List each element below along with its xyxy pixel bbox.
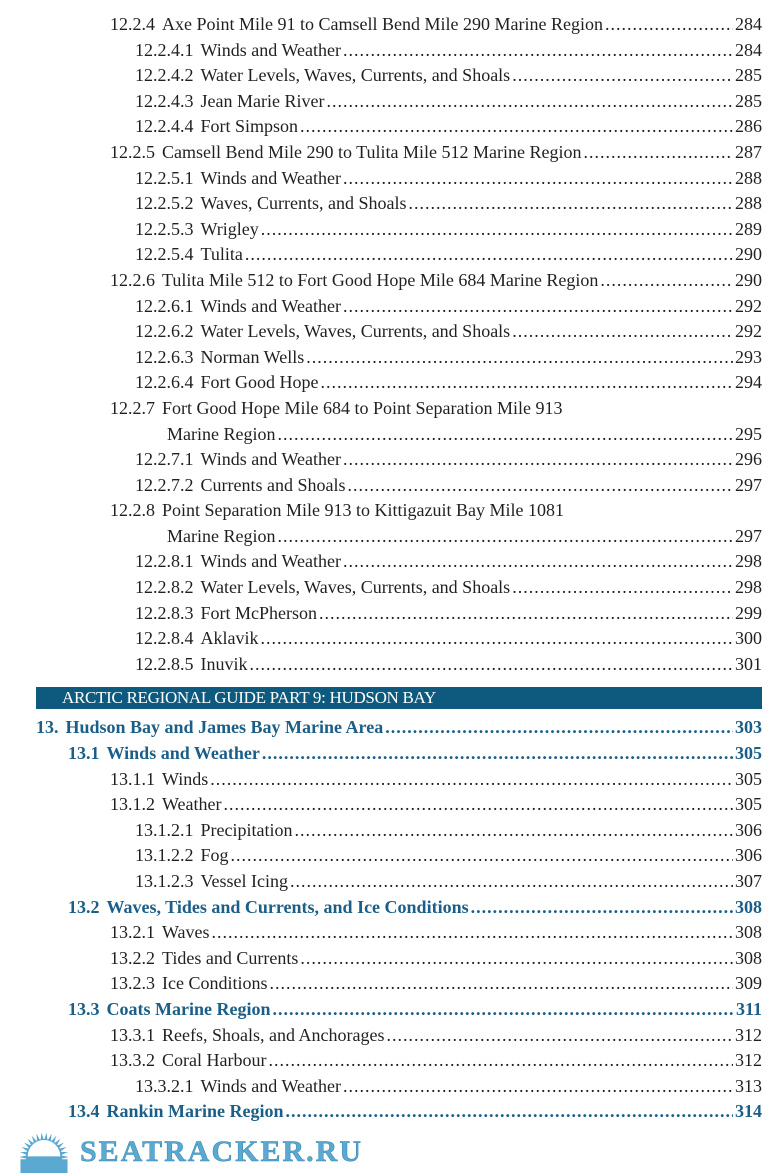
entry-number: 12.2.8 — [110, 500, 155, 521]
entry-number: 13.1.2.2 — [135, 845, 194, 866]
entry-title: Winds and Weather — [200, 551, 341, 572]
dot-leader — [277, 524, 733, 550]
entry-number: 12.2.4.1 — [135, 39, 194, 60]
toc-entry[interactable] — [0, 396, 776, 422]
entry-number: 12.2.7 — [110, 397, 155, 418]
entry-number: 13.4 — [68, 1101, 100, 1122]
toc-entry[interactable] — [0, 792, 776, 818]
entry-page: 313 — [735, 1075, 762, 1096]
dot-leader — [231, 843, 733, 869]
entry-title: Vessel Icing — [200, 871, 288, 891]
entry-page: 312 — [735, 1024, 762, 1045]
toc-entry[interactable] — [0, 294, 776, 320]
toc-entry[interactable] — [0, 1099, 776, 1125]
dot-leader — [385, 715, 733, 741]
entry-number: 12.2.6.3 — [135, 346, 194, 367]
entry-title: Tulita — [200, 244, 243, 265]
toc-entry[interactable] — [0, 268, 776, 294]
entry-title: Coats Marine Region — [106, 998, 271, 1019]
entry-page: 308 — [735, 947, 762, 968]
dot-leader — [343, 447, 733, 473]
entry-page: 285 — [735, 65, 762, 86]
dot-leader — [583, 140, 733, 166]
entry-number: 13.2 — [68, 896, 100, 917]
entry-page: 307 — [735, 871, 762, 891]
entry-number: 13.1.2.1 — [135, 819, 194, 840]
toc-entry[interactable] — [0, 89, 776, 115]
toc-entry[interactable] — [0, 601, 776, 627]
toc-entry[interactable] — [0, 575, 776, 601]
entry-page: 306 — [735, 845, 762, 866]
entry-title: Winds and Weather — [200, 1075, 341, 1096]
entry-title: Winds and Weather — [200, 295, 341, 316]
entry-title: Winds and Weather — [200, 449, 341, 470]
toc-entry[interactable] — [0, 345, 776, 371]
entry-page: 311 — [735, 998, 762, 1019]
toc-entry[interactable] — [0, 12, 776, 38]
entry-number: 12.2.4.2 — [135, 65, 194, 86]
entry-number: 12.2.8.5 — [135, 653, 194, 674]
entry-title-continued: Marine Region — [167, 525, 276, 546]
dot-leader — [250, 652, 734, 678]
toc-entry[interactable] — [0, 549, 776, 575]
toc-entry[interactable] — [0, 370, 776, 396]
entry-title: Waves, Currents, and Shoals — [200, 193, 407, 214]
entry-number: 12.2.8.2 — [135, 577, 194, 598]
entry-number: 12.2.6.1 — [135, 295, 194, 316]
entry-page: 314 — [735, 1101, 762, 1122]
toc-entry[interactable] — [0, 971, 776, 997]
entry-number: 12.2.4 — [110, 14, 155, 34]
entry-number: 13.3.2.1 — [135, 1075, 194, 1096]
entry-page: 292 — [735, 295, 762, 316]
entry-number: 12.2.7.1 — [135, 449, 194, 470]
entry-page: 305 — [735, 768, 762, 789]
entry-number: 13.1.2.3 — [135, 871, 194, 891]
entry-number: 12.2.5.2 — [135, 193, 194, 214]
entry-page: 297 — [735, 525, 762, 546]
entry-title: Precipitation — [200, 819, 293, 840]
dot-leader — [268, 1048, 733, 1074]
entry-title: Coral Harbour — [162, 1050, 267, 1071]
dot-leader — [409, 191, 733, 217]
entry-title: Water Levels, Waves, Currents, and Shoals — [200, 65, 511, 86]
toc-entry[interactable] — [0, 767, 776, 793]
entry-page: 285 — [735, 90, 762, 111]
entry-title: Tides and Currents — [162, 947, 299, 968]
dot-leader — [245, 242, 733, 268]
toc-entry[interactable] — [0, 626, 776, 652]
entry-page: 293 — [735, 346, 762, 367]
entry-number: 12.2.4.3 — [135, 90, 194, 111]
entry-title: Jean Marie River — [200, 90, 325, 111]
toc-entry[interactable] — [0, 498, 776, 524]
toc-entry[interactable] — [0, 715, 776, 741]
entry-number: 13.1 — [68, 743, 100, 764]
entry-number: 12.2.5.3 — [135, 218, 194, 239]
entry-page: 306 — [735, 819, 762, 840]
toc-entry[interactable] — [0, 319, 776, 345]
entry-page: 298 — [735, 551, 762, 572]
entry-title: Winds and Weather — [200, 167, 341, 188]
dot-leader — [343, 38, 733, 64]
entry-page: 288 — [735, 167, 762, 188]
toc-entry[interactable] — [0, 997, 776, 1023]
toc-entry[interactable] — [0, 114, 776, 140]
entry-title: Waves — [162, 922, 210, 943]
dot-leader — [471, 895, 733, 921]
toc-section-13 — [0, 715, 776, 1125]
entry-title: Tulita Mile 512 to Fort Good Hope Mile 684 Marine Region — [162, 269, 599, 290]
entry-title: Axe Point Mile 91 to Camsell Bend Mile 290 Marine Region — [162, 14, 603, 34]
entry-number: 12.2.7.2 — [135, 474, 194, 495]
toc-entry[interactable] — [0, 140, 776, 166]
entry-page: 295 — [735, 423, 762, 444]
entry-title: Point Separation Mile 913 to Kittigazuit Bay Mile 1081 — [162, 500, 564, 521]
dot-leader — [319, 601, 733, 627]
dot-leader — [300, 946, 733, 972]
entry-title: Currents and Shoals — [200, 474, 346, 495]
dot-leader — [286, 1099, 733, 1125]
entry-title: Water Levels, Waves, Currents, and Shoals — [200, 321, 511, 342]
entry-title: Norman Wells — [200, 346, 305, 367]
toc-entry[interactable] — [0, 191, 776, 217]
toc-entry[interactable] — [0, 1074, 776, 1100]
entry-title: Wrigley — [200, 218, 259, 239]
entry-page: 288 — [735, 193, 762, 214]
dot-leader — [512, 63, 733, 89]
entry-number: 13.3.2 — [110, 1050, 155, 1071]
entry-number: 13.1.2 — [110, 794, 155, 815]
toc-entry[interactable] — [0, 946, 776, 972]
entry-title: Reefs, Shoals, and Anchorages — [162, 1024, 385, 1045]
toc-entry[interactable] — [0, 818, 776, 844]
entry-title: Rankin Marine Region — [106, 1101, 284, 1122]
part-header: ARCTIC REGIONAL GUIDE PART 9: HUDSON BAY — [36, 687, 762, 709]
entry-title: Fog — [200, 845, 229, 866]
entry-number: 12.2.4.4 — [135, 116, 194, 137]
toc-entry[interactable] — [0, 652, 776, 678]
entry-number: 13.3.1 — [110, 1024, 155, 1045]
dot-leader — [272, 997, 734, 1023]
watermark — [0, 1131, 776, 1173]
toc-entry[interactable] — [0, 895, 776, 921]
entry-number: 12.2.6.4 — [135, 372, 194, 393]
entry-page: 290 — [735, 244, 762, 265]
entry-title: Fort Simpson — [200, 116, 299, 137]
toc-entry-continuation[interactable] — [0, 524, 776, 550]
entry-number: 13.2.3 — [110, 973, 155, 994]
entry-number: 13.2.2 — [110, 947, 155, 968]
entry-page: 308 — [735, 896, 762, 917]
entry-page: 309 — [735, 973, 762, 994]
entry-page: 294 — [735, 372, 762, 393]
toc-entry[interactable] — [0, 869, 776, 895]
dot-leader — [512, 319, 733, 345]
dot-leader — [326, 89, 733, 115]
dot-leader — [212, 920, 733, 946]
dot-leader — [210, 767, 733, 793]
entry-page: 286 — [735, 116, 762, 137]
dot-leader — [347, 473, 733, 499]
dot-leader — [300, 114, 733, 140]
dot-leader — [512, 575, 733, 601]
entry-number: 12.2.5.4 — [135, 244, 194, 265]
watermark-text: SEATRACKER.RU — [80, 1134, 363, 1168]
dot-leader — [600, 268, 733, 294]
dot-leader — [306, 345, 733, 371]
entry-number: 12.2.8.4 — [135, 628, 194, 649]
entry-page: 284 — [735, 14, 762, 34]
entry-page: 292 — [735, 321, 762, 342]
dot-leader — [290, 869, 733, 895]
entry-title: Aklavik — [200, 628, 259, 649]
entry-title: Winds — [162, 768, 209, 789]
dot-leader — [262, 741, 733, 767]
entry-title: Water Levels, Waves, Currents, and Shoals — [200, 577, 511, 598]
entry-title: Camsell Bend Mile 290 to Tulita Mile 512 Marine Region — [162, 141, 582, 162]
toc-entry[interactable] — [0, 217, 776, 243]
entry-number: 12.2.6 — [110, 269, 155, 290]
entry-page: 303 — [735, 717, 762, 738]
dot-leader — [343, 294, 733, 320]
entry-page: 296 — [735, 449, 762, 470]
dot-leader — [343, 166, 733, 192]
toc-entry[interactable] — [0, 166, 776, 192]
entry-page: 300 — [735, 628, 762, 649]
dot-leader — [261, 217, 733, 243]
entry-page: 297 — [735, 474, 762, 495]
toc-entry[interactable] — [0, 920, 776, 946]
entry-page: 312 — [735, 1050, 762, 1071]
entry-page: 298 — [735, 577, 762, 598]
dot-leader — [605, 12, 733, 38]
dot-leader — [224, 792, 733, 818]
entry-number: 12.2.5.1 — [135, 167, 194, 188]
dot-leader — [270, 971, 734, 997]
entry-number: 12.2.5 — [110, 141, 155, 162]
entry-title: Inuvik — [200, 653, 248, 674]
entry-page: 308 — [735, 922, 762, 943]
toc-entry[interactable] — [0, 447, 776, 473]
entry-page: 290 — [735, 269, 762, 290]
entry-number: 13. — [36, 717, 59, 738]
entry-page: 289 — [735, 218, 762, 239]
entry-title: Fort McPherson — [200, 602, 317, 623]
entry-page: 305 — [735, 794, 762, 815]
entry-page: 301 — [735, 653, 762, 674]
toc-entry[interactable] — [0, 741, 776, 767]
table-of-contents — [0, 12, 776, 1173]
sun-logo-icon — [20, 1131, 68, 1173]
entry-page: 287 — [735, 141, 762, 162]
dot-leader — [261, 626, 734, 652]
entry-title: Hudson Bay and James Bay Marine Area — [65, 717, 384, 738]
entry-page: 305 — [735, 743, 762, 764]
entry-title: Fort Good Hope — [200, 372, 319, 393]
dot-leader — [386, 1023, 733, 1049]
entry-number: 12.2.8.3 — [135, 602, 194, 623]
entry-page: 299 — [735, 602, 762, 623]
entry-number: 12.2.8.1 — [135, 551, 194, 572]
entry-title: Winds and Weather — [200, 39, 341, 60]
toc-entry[interactable] — [0, 1048, 776, 1074]
toc-entry[interactable] — [0, 1023, 776, 1049]
dot-leader — [343, 1074, 733, 1100]
entry-number: 13.2.1 — [110, 922, 155, 943]
entry-title: Fort Good Hope Mile 684 to Point Separation Mile 913 — [162, 397, 563, 418]
entry-number: 13.1.1 — [110, 768, 155, 789]
toc-entry[interactable] — [0, 843, 776, 869]
toc-entry[interactable] — [0, 38, 776, 64]
entry-number: 12.2.6.2 — [135, 321, 194, 342]
toc-entry[interactable] — [0, 63, 776, 89]
toc-entry-continuation[interactable] — [0, 422, 776, 448]
dot-leader — [343, 549, 733, 575]
entry-title: Ice Conditions — [162, 973, 268, 994]
entry-number: 13.3 — [68, 998, 100, 1019]
toc-section-12 — [0, 12, 776, 677]
dot-leader — [277, 422, 733, 448]
dot-leader — [321, 370, 734, 396]
entry-page: 284 — [735, 39, 762, 60]
entry-title: Waves, Tides and Currents, and Ice Conditions — [106, 896, 469, 917]
entry-title: Winds and Weather — [106, 743, 260, 764]
toc-entry[interactable] — [0, 242, 776, 268]
entry-title: Weather — [162, 794, 222, 815]
entry-title-continued: Marine Region — [167, 423, 276, 444]
toc-entry[interactable] — [0, 473, 776, 499]
dot-leader — [294, 818, 733, 844]
